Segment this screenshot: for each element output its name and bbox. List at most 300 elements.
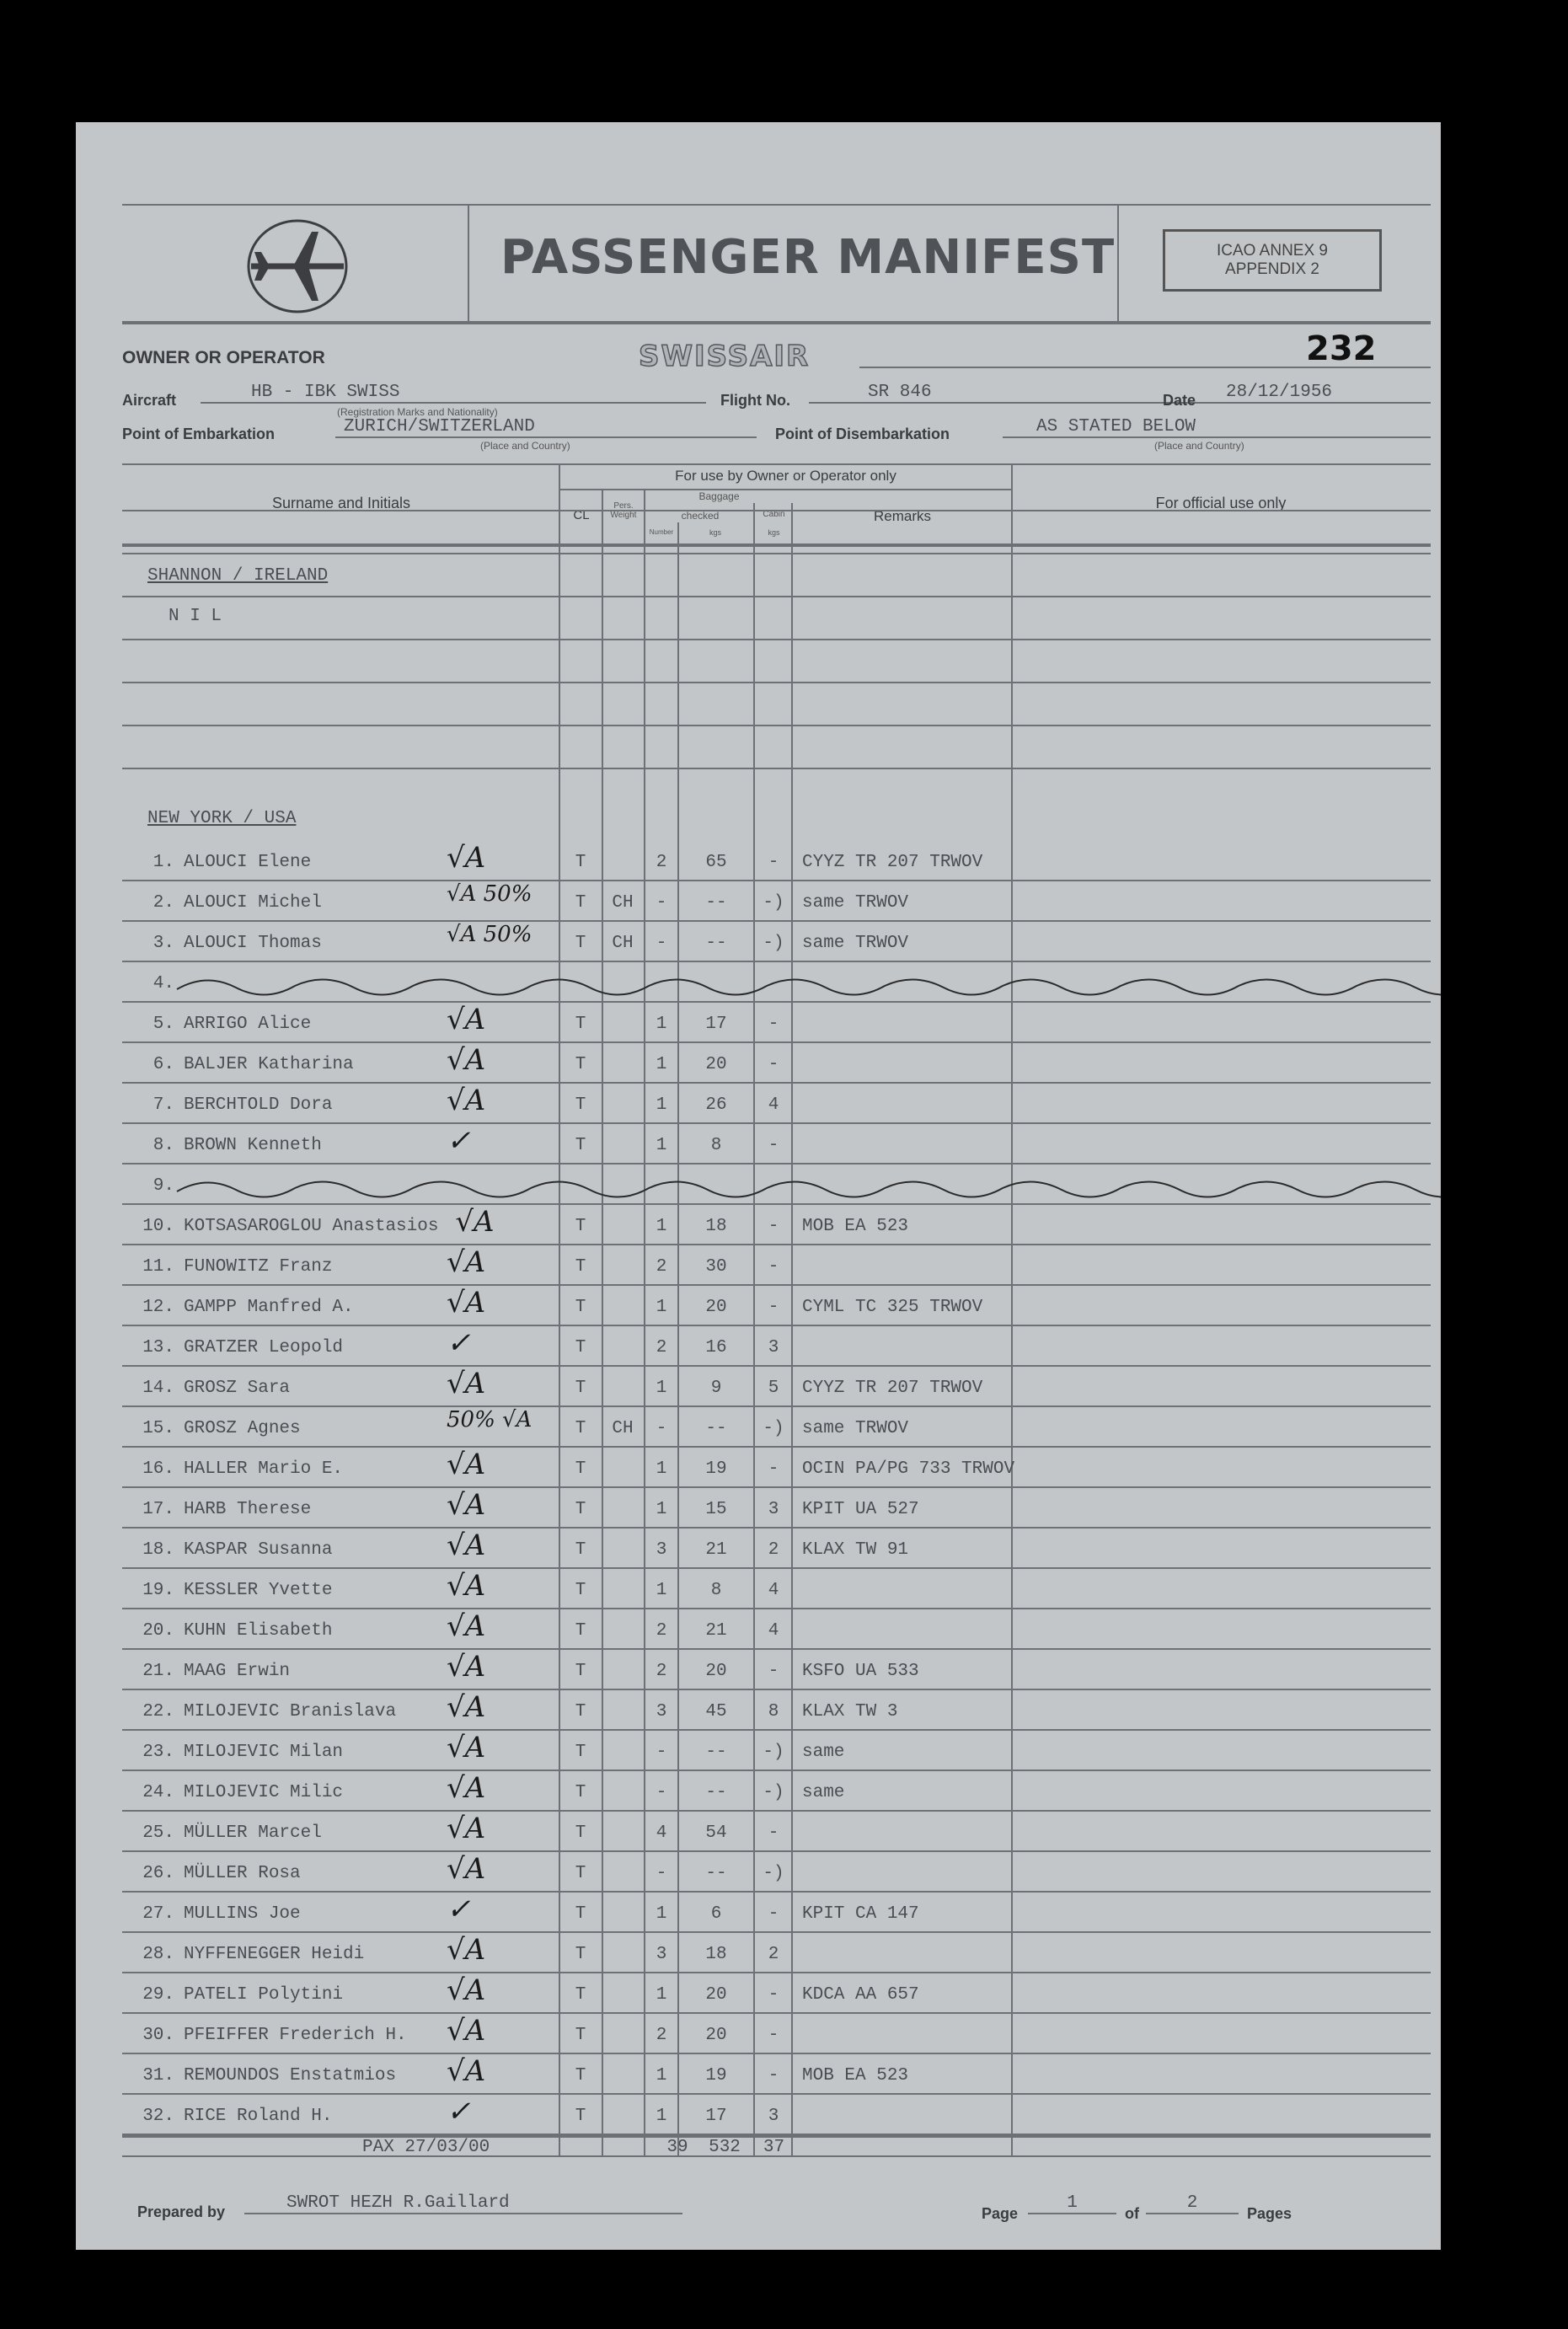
verification-mark: √A [455,1205,495,1239]
baggage-kgs-cell: -- [705,1864,727,1883]
passenger-name: GAMPP Manfred A. [184,1298,354,1317]
row-rule [122,1122,1431,1124]
page-title: PASSENGER MANIFEST [500,230,1116,285]
verification-mark: √A [447,1569,486,1603]
class-cell: T [575,893,586,913]
class-cell: T [575,1136,586,1155]
cabin-kgs-cell: - [768,1136,779,1155]
baggage-kgs-cell: 15 [705,1500,727,1519]
baggage-kgs-cell: -- [705,1743,727,1762]
baggage-number-cell: 4 [656,1823,667,1843]
passenger-name: KASPAR Susanna [184,1540,333,1560]
passenger-name: BERCHTOLD Dora [184,1095,333,1115]
table-row [76,1084,1441,1127]
baggage-number-cell: 1 [656,1379,667,1398]
verification-mark: √A [447,1973,486,2007]
row-number: 20. [142,1621,174,1641]
baggage-kgs-cell: 21 [705,1540,727,1560]
table-row [76,1488,1441,1532]
ruled-line [122,510,1431,511]
verification-mark: √A [447,1084,486,1117]
column-header-owner-use: For use by Owner or Operator only [675,468,896,484]
baggage-number-cell: 1 [656,1500,667,1519]
baggage-kgs-cell: 21 [705,1621,727,1641]
row-number: 16. [142,1459,174,1479]
baggage-number-cell: - [656,893,667,913]
row-rule [122,1850,1431,1852]
ruled-line [122,639,1431,640]
cabin-kgs-cell: - [768,1459,779,1479]
passenger-name: KUHN Elisabeth [184,1621,333,1641]
class-cell: T [575,1581,586,1600]
class-cell: T [575,1055,586,1074]
baggage-number-cell: 2 [656,1662,667,1681]
row-rule [122,1527,1431,1529]
row-number: 18. [142,1540,174,1560]
class-cell: T [575,1419,586,1438]
cabin-kgs-cell: -) [763,893,784,913]
baggage-kgs-cell: 19 [705,1459,727,1479]
verification-mark: ✓ [447,1124,471,1158]
baggage-number-cell: 1 [656,1055,667,1074]
row-number: 13. [142,1338,174,1357]
baggage-number-cell: 2 [656,1257,667,1277]
icao-annex-stamp [1163,229,1382,292]
column-header-cabin: Cabin [763,510,785,519]
baggage-number-cell: 1 [656,2066,667,2085]
class-cell: T [575,2026,586,2045]
header-divider-left [468,204,469,322]
remarks-cell: CYYZ TR 207 TRWOV [802,1379,983,1398]
table-row [76,1690,1441,1734]
verification-mark: √A [447,1812,486,1845]
table-row [76,1245,1441,1289]
baggage-number-cell: - [656,1419,667,1438]
baggage-number-cell: 1 [656,1904,667,1924]
row-rule [122,1365,1431,1367]
class-cell: T [575,1823,586,1843]
passenger-name: KESSLER Yvette [184,1581,333,1600]
row-rule [122,1770,1431,1771]
cabin-kgs-cell: - [768,1015,779,1034]
baggage-kgs-cell: 45 [705,1702,727,1721]
class-cell: T [575,934,586,953]
embarkation-label: Point of Embarkation [122,426,276,442]
row-rule [122,1041,1431,1043]
verification-mark: √A [447,841,486,875]
baggage-kgs-cell: 30 [705,1257,727,1277]
class-cell: T [575,1379,586,1398]
verification-mark: √A [447,1367,486,1400]
table-header-rule [122,543,1431,547]
remarks-cell: KSFO UA 533 [802,1662,919,1681]
verification-mark: √A [447,1286,486,1320]
ruled-line [122,682,1431,683]
section-destination-new-york: NEW YORK / USA [147,809,297,828]
verification-mark: √A [447,1245,486,1279]
baggage-kgs-cell: 6 [710,1904,722,1924]
table-row [76,1569,1441,1613]
baggage-kgs-cell: 26 [705,1095,727,1115]
baggage-kgs-cell: 18 [705,1945,727,1964]
cabin-kgs-cell: 4 [768,1581,779,1600]
baggage-number-cell: 2 [656,1338,667,1357]
of-label: of [1125,2205,1139,2222]
baggage-kgs-cell: -- [705,1419,727,1438]
section-destination-shannon: SHANNON / IRELAND [147,566,329,586]
class-cell: T [575,853,586,872]
class-cell: T [575,1702,586,1721]
disembarkation-note: (Place and Country) [1154,440,1244,452]
row-number: 12. [142,1298,174,1317]
baggage-kgs-cell: 65 [705,853,727,872]
baggage-number-cell: 1 [656,1217,667,1236]
annex-line1: ICAO ANNEX 9 [1217,242,1328,260]
passenger-name: MILOJEVIC Milan [184,1743,344,1762]
table-row [76,1003,1441,1047]
verification-mark: √A [447,1488,486,1522]
remarks-cell: CYML TC 325 TRWOV [802,1298,983,1317]
passenger-name: ALOUCI Elene [184,853,312,872]
class-cell: T [575,1015,586,1034]
baggage-kgs-cell: -- [705,893,727,913]
cabin-kgs-cell: - [768,1823,779,1843]
passenger-name: PATELI Polytini [184,1985,344,2005]
table-row [76,1407,1441,1451]
baggage-number-cell: - [656,934,667,953]
row-number: 6. [153,1055,174,1074]
row-rule [122,2093,1431,2095]
class-cell: T [575,1864,586,1883]
embarkation-note: (Place and Country) [480,440,570,452]
cabin-kgs-cell: - [768,2026,779,2045]
operator-name: SWISSAIR [639,340,811,373]
column-header-kgs: kgs [709,528,721,537]
baggage-number-cell: 1 [656,1459,667,1479]
baggage-number-cell: 2 [656,1621,667,1641]
disembarkation-value: AS STATED BELOW [1003,417,1431,438]
passenger-name: GROSZ Agnes [184,1419,301,1438]
table-row [76,1168,1441,1208]
cabin-kgs-cell: 2 [768,1945,779,1964]
ruled-line [122,725,1431,726]
table-row [76,1043,1441,1087]
class-cell: T [575,1743,586,1762]
class-cell: T [575,1783,586,1802]
manifest-sheet [76,122,1441,2250]
cabin-kgs-cell: - [768,2066,779,2085]
row-rule [122,1325,1431,1326]
baggage-kgs-cell: 20 [705,1985,727,2005]
row-rule [122,1405,1431,1407]
row-number: 7. [153,1095,174,1115]
row-number: 23. [142,1743,174,1762]
verification-mark: √A [447,1933,486,1967]
row-number: 32. [142,2107,174,2126]
class-cell: T [575,2066,586,2085]
row-number: 31. [142,2066,174,2085]
header-divider-right [1117,204,1119,322]
cabin-kgs-cell: - [768,1217,779,1236]
table-row [76,2054,1441,2098]
ruled-line [122,553,1431,554]
remarks-cell: same [802,1783,845,1802]
row-number: 2. [153,893,174,913]
cabin-kgs-cell: 3 [768,1338,779,1357]
table-row [76,922,1441,966]
table-row [76,1852,1441,1896]
class-cell: T [575,1095,586,1115]
ruled-line [122,768,1431,769]
passenger-name: ALOUCI Michel [184,893,322,913]
remarks-cell: KLAX TW 3 [802,1702,898,1721]
verification-mark: √A [447,1003,486,1036]
verification-mark: √A [447,1690,486,1724]
row-number: 10. [142,1217,174,1236]
passenger-name: BROWN Kenneth [184,1136,322,1155]
table-row [76,1205,1441,1249]
totals-number: 39 [666,2138,688,2157]
row-number: 29. [142,1985,174,2005]
class-cell: T [575,1217,586,1236]
column-header-class: CL [573,508,590,522]
baggage-number-cell: 3 [656,1945,667,1964]
class-cell: T [575,1662,586,1681]
row-number: 28. [142,1945,174,1964]
cabin-kgs-cell: - [768,1904,779,1924]
passenger-name: PFEIFFER Frederich H. [184,2026,407,2045]
flight-value: SR 846 [809,383,1239,404]
row-number: 4. [153,974,174,993]
baggage-kgs-cell: 8 [710,1136,722,1155]
column-header-number: Number [649,528,674,536]
baggage-number-cell: 1 [656,2107,667,2126]
aircraft-note: (Registration Marks and Nationality) [337,406,498,418]
row-number: 14. [142,1379,174,1398]
passenger-name: MILOJEVIC Milic [184,1783,344,1802]
row-rule [122,1163,1431,1164]
verification-mark: ✓ [447,1893,471,1926]
passenger-name: RICE Roland H. [184,2107,333,2126]
passenger-name: GRATZER Leopold [184,1338,344,1357]
class-cell: T [575,1621,586,1641]
cabin-kgs-cell: -) [763,1743,784,1762]
table-row [76,1731,1441,1775]
baggage-number-cell: 1 [656,1095,667,1115]
cabin-kgs-cell: 8 [768,1702,779,1721]
table-row [76,1367,1441,1411]
pages-value: 2 [1146,2193,1239,2214]
row-rule [122,920,1431,922]
owner-label: OWNER OR OPERATOR [122,348,325,367]
date-value: 28/12/1956 [1209,383,1431,404]
baggage-number-cell: 3 [656,1540,667,1560]
table-row [76,1771,1441,1815]
row-number: 11. [142,1257,174,1277]
date-label: Date [1163,392,1196,409]
row-rule [122,1689,1431,1690]
remarks-cell: KPIT UA 527 [802,1500,919,1519]
table-row [76,1933,1441,1977]
strike-through-squiggle [76,1171,1441,1205]
row-number: 27. [142,1904,174,1924]
row-number: 8. [153,1136,174,1155]
remarks-cell: KLAX TW 91 [802,1540,909,1560]
verification-mark: 50% √A [447,1407,532,1432]
baggage-number-cell: 1 [656,1985,667,2005]
class-cell: T [575,2107,586,2126]
page-value: 1 [1028,2193,1116,2214]
baggage-number-cell: 2 [656,2026,667,2045]
verification-mark: √A [447,1529,486,1562]
verification-mark: √A [447,1609,486,1643]
pers-weight-cell: CH [612,1419,634,1438]
row-number: 19. [142,1581,174,1600]
baggage-kgs-cell: 17 [705,2107,727,2126]
prepared-by-label: Prepared by [137,2203,226,2220]
aircraft-value: HB - IBK SWISS [201,383,706,404]
verification-mark: √A [447,1852,486,1886]
baggage-kgs-cell: -- [705,1783,727,1802]
row-number: 24. [142,1783,174,1802]
row-rule [122,1608,1431,1609]
verification-mark: √A [447,1448,486,1481]
baggage-kgs-cell: 8 [710,1581,722,1600]
row-rule [122,1729,1431,1731]
passenger-name: FUNOWITZ Franz [184,1257,333,1277]
row-number: 26. [142,1864,174,1883]
remarks-cell: same TRWOV [802,934,909,953]
row-number: 5. [153,1015,174,1034]
verification-mark: ✓ [447,2095,471,2128]
row-rule [122,1972,1431,1973]
baggage-number-cell: 1 [656,1581,667,1600]
passenger-name: REMOUNDOS Enstatmios [184,2066,397,2085]
embarkation-value: ZURICH/SWITZERLAND [335,417,757,438]
flight-label: Flight No. [720,392,790,409]
table-row [76,1124,1441,1168]
remarks-cell: same TRWOV [802,893,909,913]
cabin-kgs-cell: 5 [768,1379,779,1398]
remarks-cell: KDCA AA 657 [802,1985,919,2005]
column-header-cabin-kgs: kgs [768,528,780,537]
row-number: 1. [153,853,174,872]
cabin-kgs-cell: - [768,1985,779,2005]
row-number: 3. [153,934,174,953]
pages-label: Pages [1247,2205,1292,2222]
row-number: 22. [142,1702,174,1721]
passenger-name: MAAG Erwin [184,1662,291,1681]
row-rule [122,1244,1431,1245]
verification-mark: √A [447,1043,486,1077]
verification-mark: √A [447,2054,486,2088]
row-number: 9. [153,1176,174,1196]
class-cell: T [575,1338,586,1357]
class-cell: T [575,1904,586,1924]
baggage-kgs-cell: 20 [705,2026,727,2045]
table-row [76,1326,1441,1370]
cabin-kgs-cell: - [768,1662,779,1681]
table-row [76,841,1441,885]
header-bottom-rule [122,321,1431,324]
remarks-cell: OCIN PA/PG 733 TRWOV [802,1459,1015,1479]
annex-line2: APPENDIX 2 [1225,260,1319,278]
baggage-number-cell: 2 [656,853,667,872]
verification-mark: √A 50% [447,881,532,907]
row-number: 15. [142,1419,174,1438]
baggage-number-cell: - [656,1783,667,1802]
cabin-kgs-cell: -) [763,1783,784,1802]
row-rule [122,1486,1431,1488]
totals-kgs: 532 [709,2138,741,2157]
class-cell: T [575,1540,586,1560]
cabin-kgs-cell: - [768,1055,779,1074]
passenger-name: NYFFENEGGER Heidi [184,1945,365,1964]
row-rule [122,1446,1431,1448]
verification-mark: √A 50% [447,922,532,947]
baggage-kgs-cell: 17 [705,1015,727,1034]
baggage-kgs-cell: 20 [705,1298,727,1317]
baggage-kgs-cell: 20 [705,1055,727,1074]
row-number: 17. [142,1500,174,1519]
cabin-kgs-cell: - [768,1298,779,1317]
row-number: 21. [142,1662,174,1681]
row-rule [122,2012,1431,2014]
sheet-number: 232 [1306,329,1377,368]
row-number: 30. [142,2026,174,2045]
cabin-kgs-cell: - [768,1257,779,1277]
table-row [76,966,1441,1006]
remarks-cell: MOB EA 523 [802,1217,909,1236]
column-header-name: Surname and Initials [271,495,411,511]
airplane-logo-icon [244,217,351,316]
passenger-name: HARB Therese [184,1500,312,1519]
baggage-number-cell: - [656,1743,667,1762]
passenger-name: GROSZ Sara [184,1379,291,1398]
passenger-name: KOTSASAROGLOU Anastasios [184,1217,439,1236]
baggage-number-cell: 1 [656,1136,667,1155]
pers-weight-cell: CH [612,934,634,953]
row-number: 25. [142,1823,174,1843]
baggage-kgs-cell: 19 [705,2066,727,2085]
header-top-rule [122,204,1431,206]
remarks-cell: CYYZ TR 207 TRWOV [802,853,983,872]
page-label: Page [982,2205,1019,2222]
passenger-name: MÜLLER Rosa [184,1864,301,1883]
table-row [76,1529,1441,1572]
row-rule [122,1891,1431,1893]
passenger-name: MILOJEVIC Branislava [184,1702,397,1721]
verification-mark: ✓ [447,1326,471,1360]
passenger-name: ARRIGO Alice [184,1015,312,1034]
baggage-number-cell: 3 [656,1702,667,1721]
column-header-checked: checked [681,510,720,522]
baggage-kgs-cell: 20 [705,1662,727,1681]
row-rule [122,1567,1431,1569]
baggage-kgs-cell: 16 [705,1338,727,1357]
aircraft-label: Aircraft [122,392,177,409]
verification-mark: √A [447,1731,486,1764]
table-row [76,1609,1441,1653]
row-rule [122,1810,1431,1812]
cabin-kgs-cell: 3 [768,2107,779,2126]
section-note-nil: N I L [169,607,222,626]
baggage-kgs-cell: 54 [705,1823,727,1843]
remarks-cell: KPIT CA 147 [802,1904,919,1924]
class-cell: T [575,1298,586,1317]
baggage-kgs-cell: -- [705,934,727,953]
baggage-number-cell: 1 [656,1015,667,1034]
